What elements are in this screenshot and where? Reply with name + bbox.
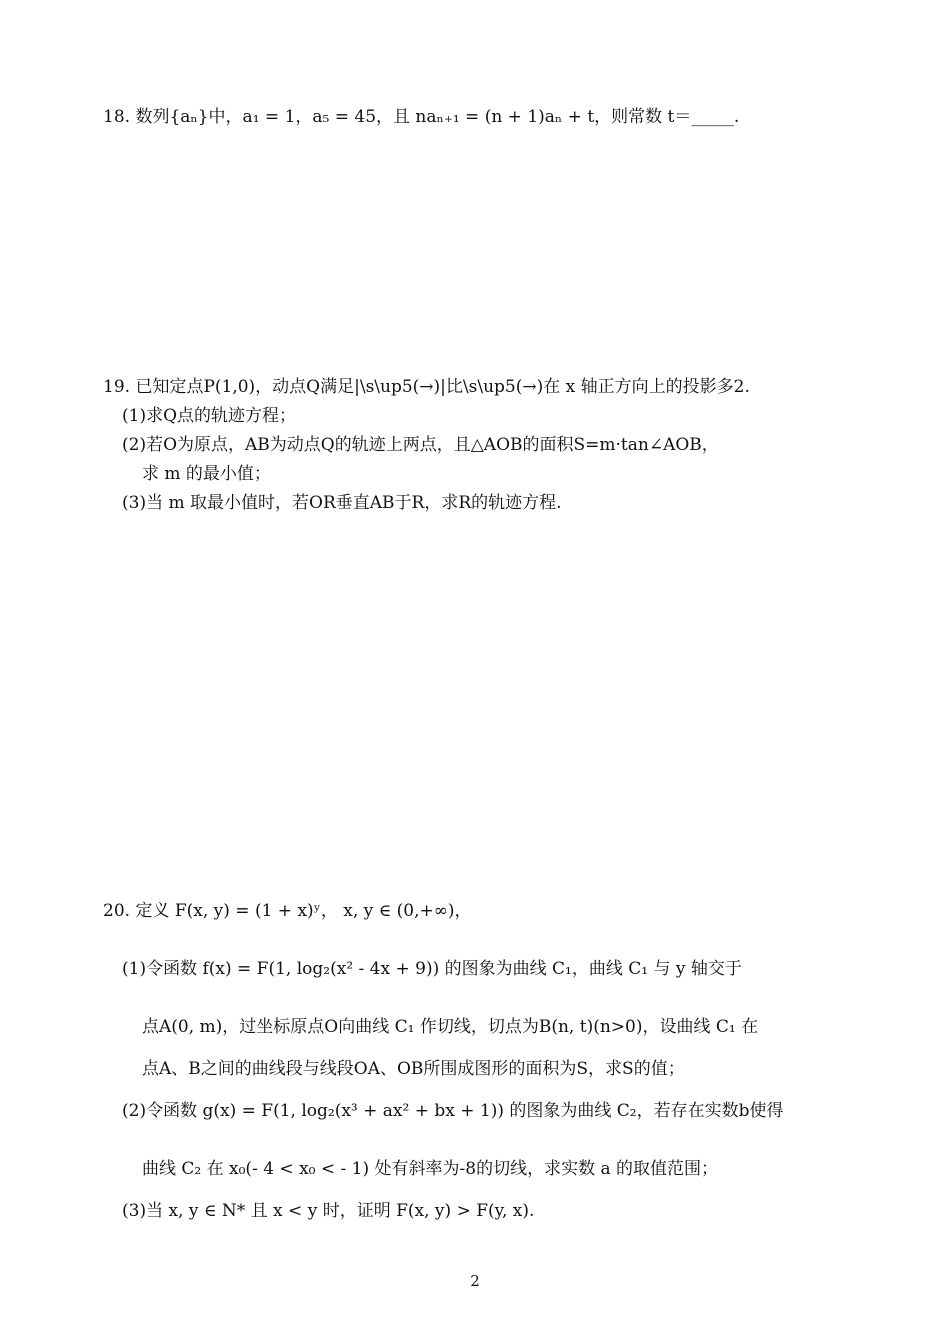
q19-part-2a: (2)若O为原点，AB为动点Q的轨迹上两点，且△AOB的面积S=m·tan∠AOB， [122, 435, 719, 455]
q20-part-2a: (2)令函数 g(x) = F(1, log₂(x³ + ax² + bx + 1)) 的图象为曲线 C₂，若存在实数b使得 [122, 1101, 784, 1121]
q20-part-3: (3)当 x, y ∈ N* 且 x < y 时，证明 F(x, y) > F(y, x). [122, 1201, 535, 1221]
q18-stem: 18. 数列{aₙ}中，a₁ = 1，a₅ = 45，且 naₙ₊₁ = (n + 1)aₙ + t，则常数 t＝_____. [103, 107, 740, 127]
q20-part-1b: 点A(0, m)，过坐标原点O向曲线 C₁ 作切线，切点为B(n, t)(n>0)，设曲线 C₁ 在 [142, 1017, 759, 1037]
q19-part-2b: 求 m 的最小值； [142, 464, 271, 484]
q19-stem: 19. 已知定点P(1,0)，动点Q满足|\s\up5(→)|比\s\up5(→)在 x 轴正方向上的投影多2. [103, 377, 750, 397]
q19-part-3: (3)当 m 取最小值时，若OR垂直AB于R，求R的轨迹方程. [122, 493, 562, 513]
q19-part-1: (1)求Q点的轨迹方程； [122, 406, 297, 426]
page-number: 2 [470, 1272, 480, 1290]
q20-stem: 20. 定义 F(x, y) = (1 + x)ʸ， x, y ∈ (0,+∞)， [103, 901, 472, 921]
q20-part-1c: 点A、B之间的曲线段与线段OA、OB所围成图形的面积为S，求S的值； [142, 1059, 685, 1079]
q20-part-1a: (1)令函数 f(x) = F(1, log₂(x² - 4x + 9)) 的图象为曲线 C₁，曲线 C₁ 与 y 轴交于 [122, 959, 742, 979]
q20-part-2b: 曲线 C₂ 在 x₀(- 4 < x₀ < - 1) 处有斜率为-8的切线，求实数 a 的取值范围； [142, 1159, 719, 1179]
